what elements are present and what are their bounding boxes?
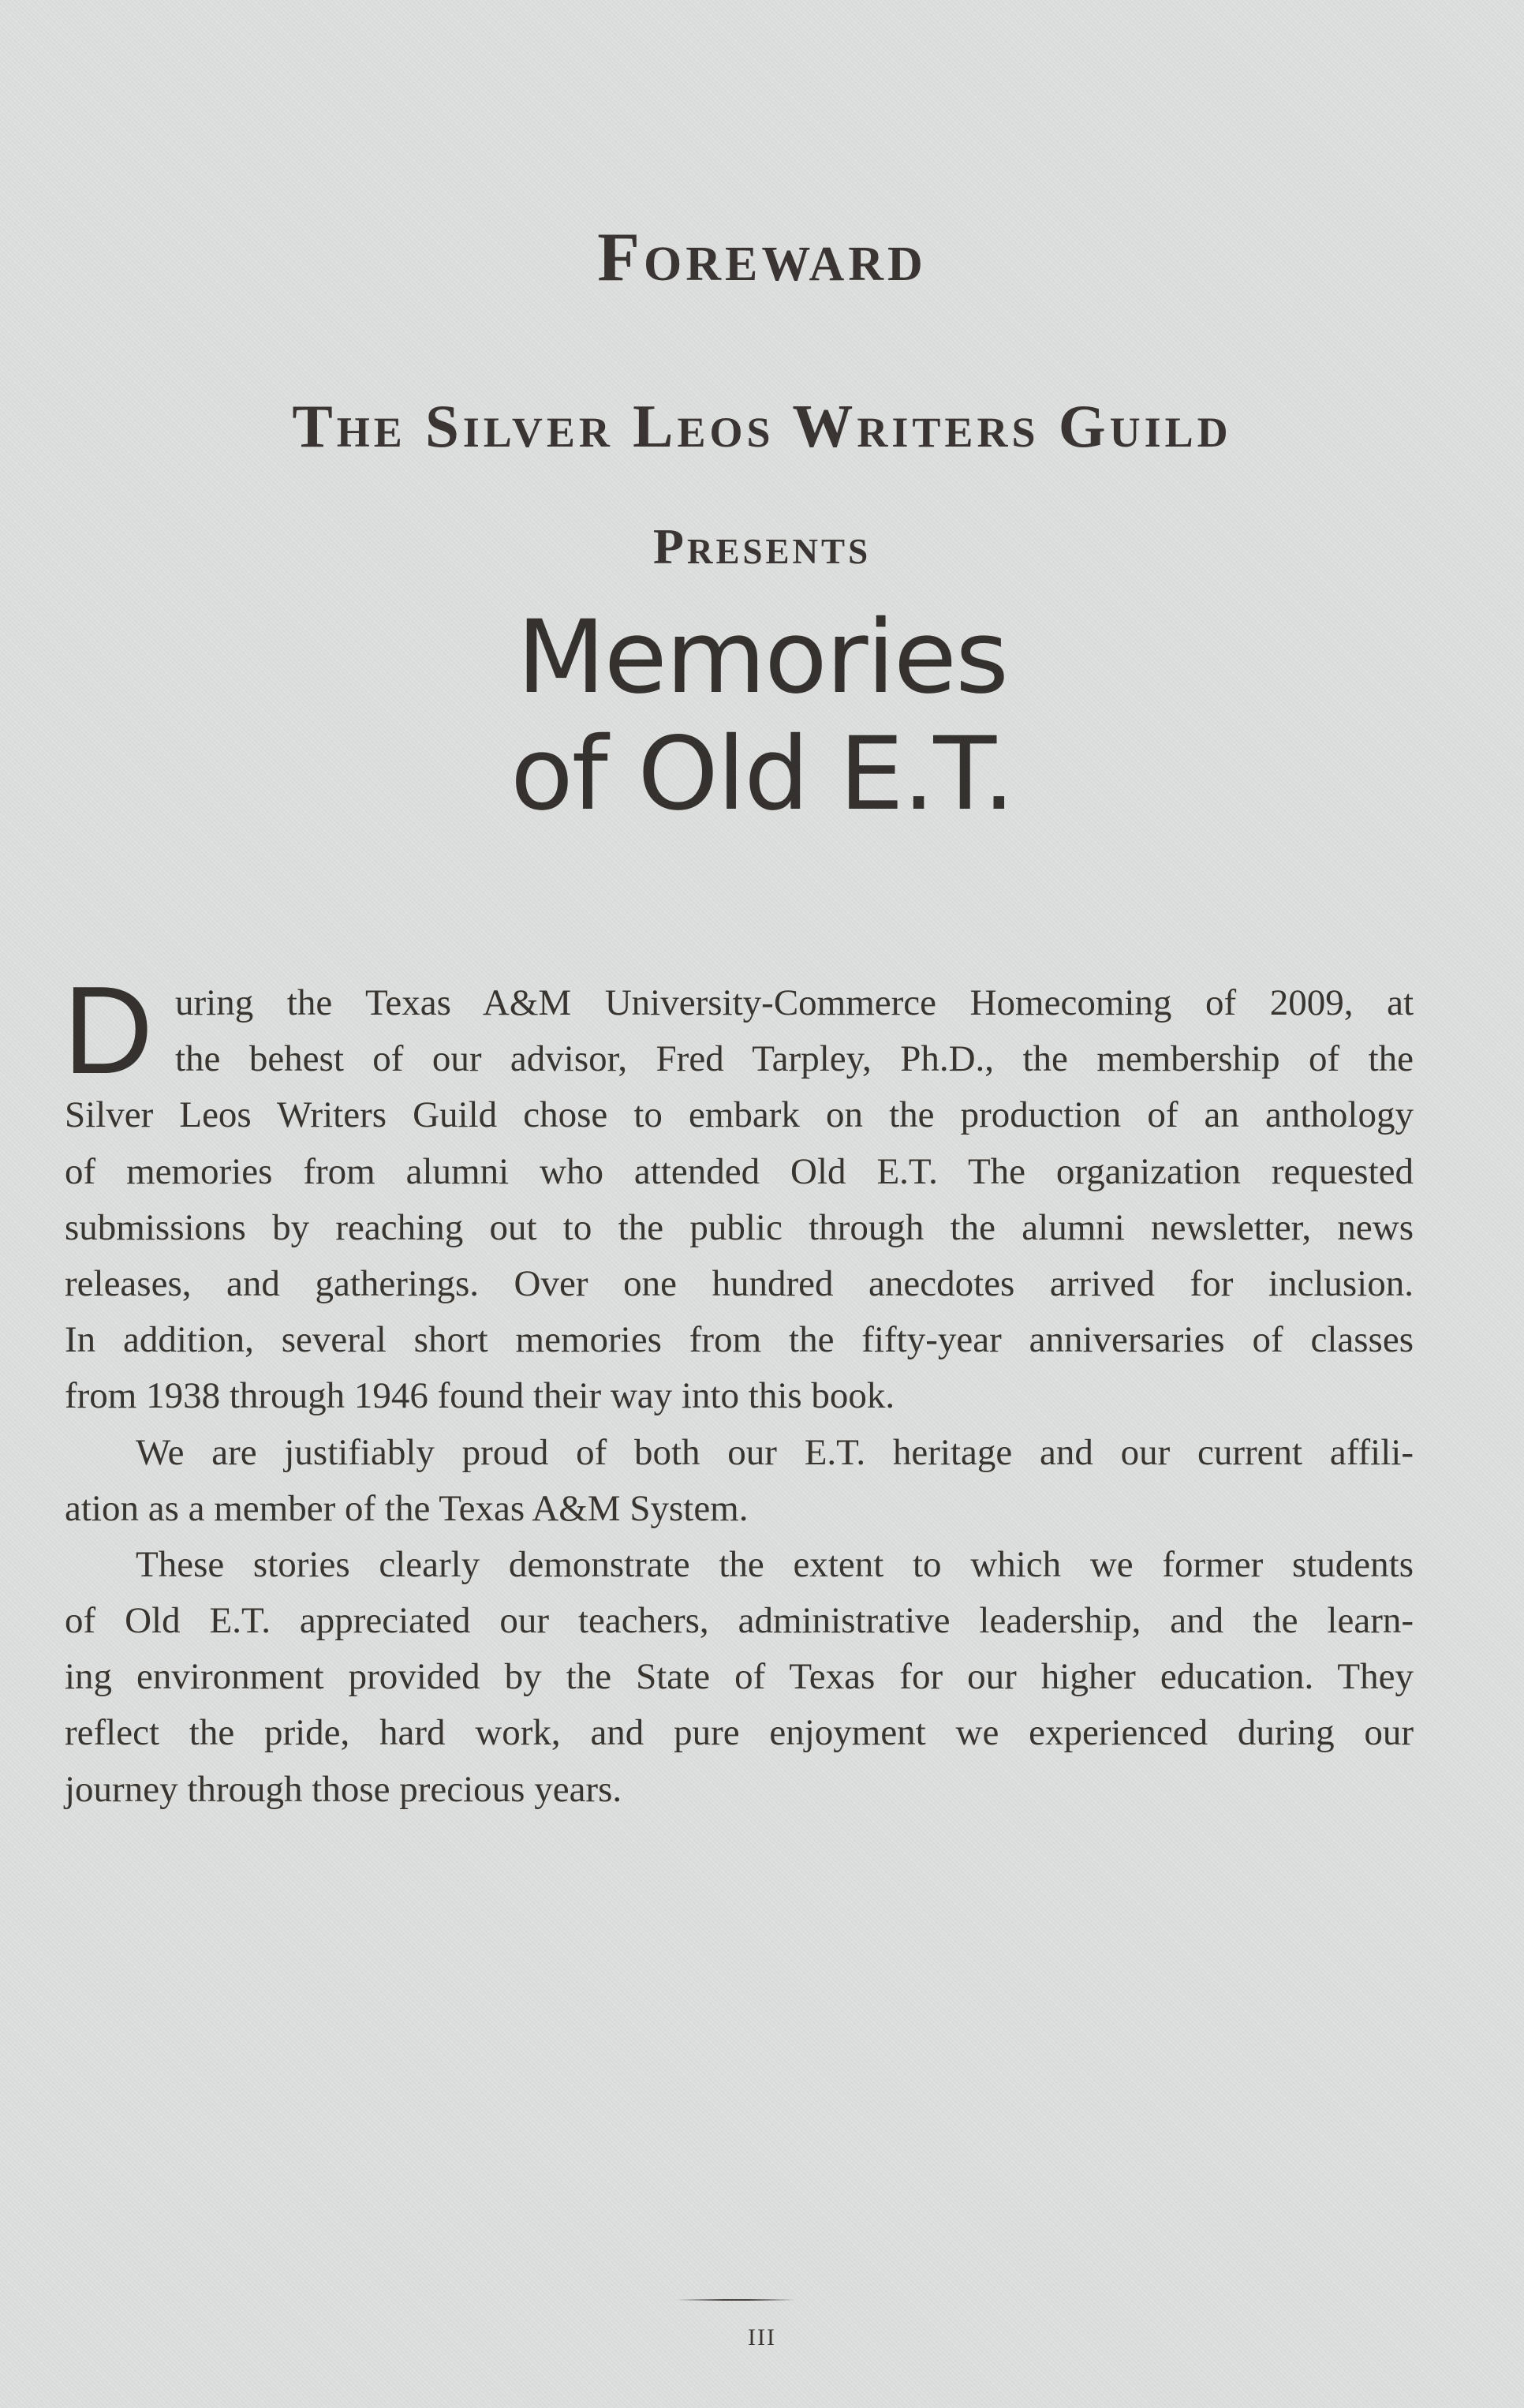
body-line: of memories from alumni who attended Old E.T. The organization requested bbox=[65, 1150, 1414, 1192]
body-line: submissions by reaching out to the public through the alumni newsletter, news bbox=[65, 1206, 1414, 1248]
body-line: uring the Texas A&M University-Commerce Homecoming of 2009, at bbox=[175, 982, 1414, 1023]
page-number: III bbox=[748, 2324, 776, 2350]
foreword-body bbox=[63, 961, 1414, 1818]
body-line: journey through those precious years. bbox=[65, 1768, 622, 1810]
drop-cap: D bbox=[63, 961, 154, 1100]
organization-heading: The Silver Leos Writers Guild bbox=[292, 392, 1232, 460]
book-title-line-1: Memories bbox=[516, 599, 1008, 716]
body-line: of Old E.T. appreciated our teachers, administrative leadership, and the learn- bbox=[65, 1600, 1414, 1642]
section-heading: Foreward bbox=[597, 219, 927, 296]
body-line: ing environment provided by the State of Texas for our higher education. They bbox=[65, 1656, 1414, 1698]
body-line: reflect the pride, hard work, and pure enjoyment we experienced during our bbox=[65, 1712, 1414, 1754]
book-title-line-2: of Old E.T. bbox=[510, 716, 1014, 833]
body-line: In addition, several short memories from the fifty-year anniversaries of classes bbox=[65, 1319, 1414, 1361]
presents-heading: Presents bbox=[652, 518, 872, 574]
book-title bbox=[0, 600, 1524, 833]
body-line: releases, and gatherings. Over one hundred anecdotes arrived for inclusion. bbox=[65, 1262, 1414, 1304]
body-line: from 1938 through 1946 found their way into this book. bbox=[65, 1375, 895, 1417]
body-line: Silver Leos Writers Guild chose to embark on the production of an anthology bbox=[65, 1094, 1414, 1136]
body-line: These stories clearly demonstrate the extent to which we former students bbox=[136, 1543, 1414, 1585]
footer-divider bbox=[677, 2299, 795, 2301]
body-line: ation as a member of the Texas A&M System. bbox=[65, 1487, 749, 1529]
body-line: the behest of our advisor, Fred Tarpley, Ph.D., the membership of the bbox=[175, 1038, 1414, 1080]
body-line: We are justifiably proud of both our E.T. heritage and our current affili- bbox=[136, 1431, 1414, 1473]
